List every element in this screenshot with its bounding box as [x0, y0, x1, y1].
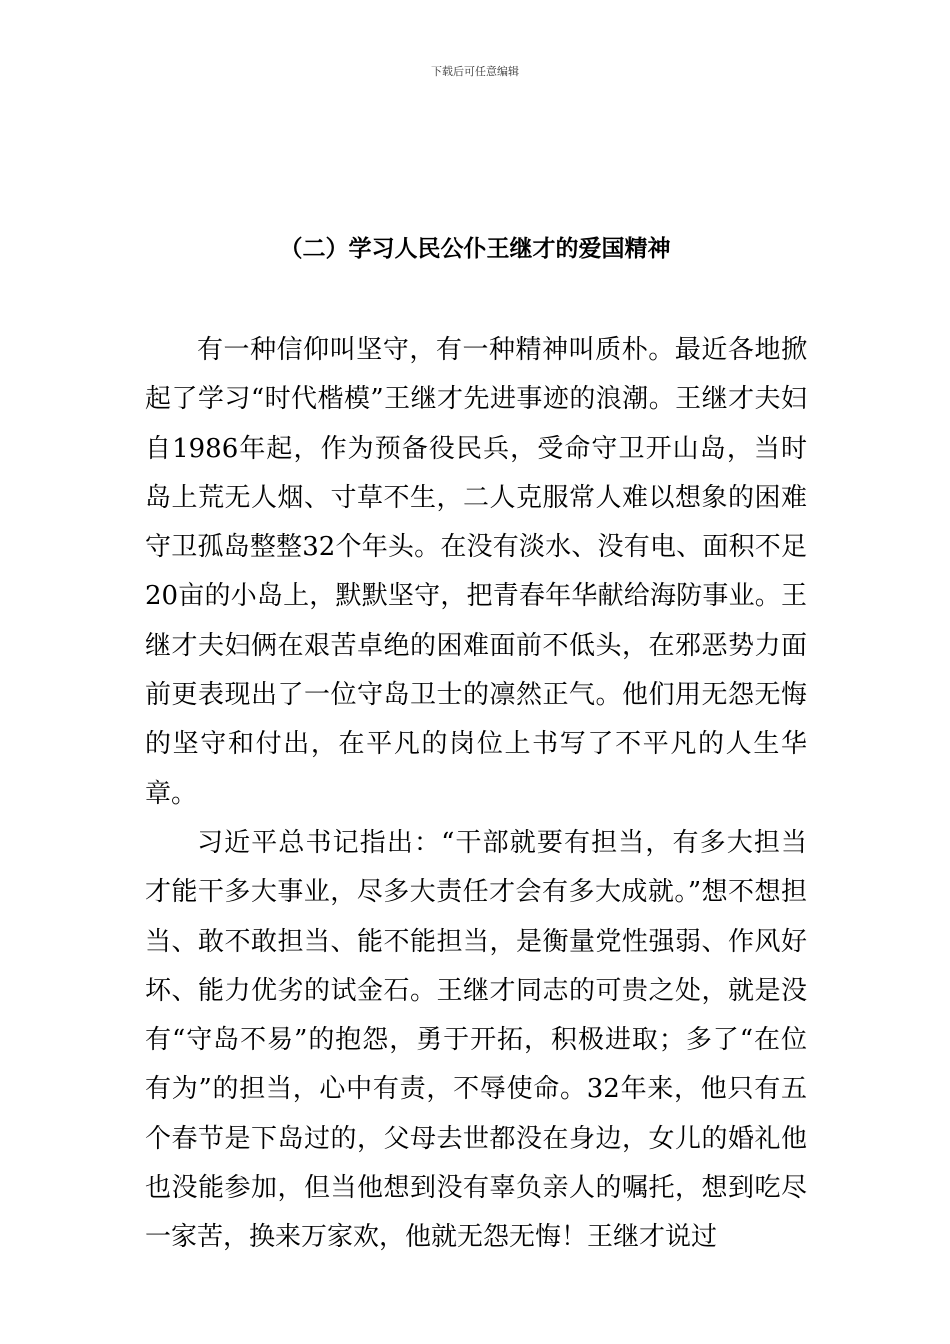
header-note: 下载后可任意编辑	[431, 65, 519, 78]
document-body	[145, 326, 807, 1263]
paragraph-2: 习近平总书记指出：“干部就要有担当，有多大担当才能干多大事业，尽多大责任才会有多大成就。”想不想担当、敢不敢担当、能不能担当，是衡量党性强弱、作风好坏、能力优劣的试金石。王继才同志的可贵之处，就是没有“守岛不易”的抱怨，勇于开拓，积极进取；多了“在位有为”的担当，心中有责，不辱使命。32年来，他只有五个春节是下岛过的，父母去世都没在身边，女儿的婚礼他也没能参加，但当他想到没有辜负亲人的嘱托，想到吃尽一家苦，换来万家欢，他就无怨无悔！王继才说过	[145, 827, 807, 1253]
paragraph-1: 有一种信仰叫坚守，有一种精神叫质朴。最近各地掀起了学习“时代楷模”王继才先进事迹的浪潮。王继才夫妇自1986年起，作为预备役民兵，受命守卫开山岛，当时岛上荒无人烟、寸草不生，二人克服常人难以想象的困难守卫孤岛整整32个年头。在没有淡水、没有电、面积不足20亩的小岛上，默默坚守，把青春年华献给海防事业。王继才夫妇俩在艰苦卓绝的困难面前不低头，在邪恶势力面前更表现出了一位守岛卫士的凛然正气。他们用无怨无悔的坚守和付出，在平凡的岗位上书写了不平凡的人生华章。	[145, 335, 807, 809]
document-title: （二）学习人民公仆王继才的爱国精神	[279, 236, 671, 262]
